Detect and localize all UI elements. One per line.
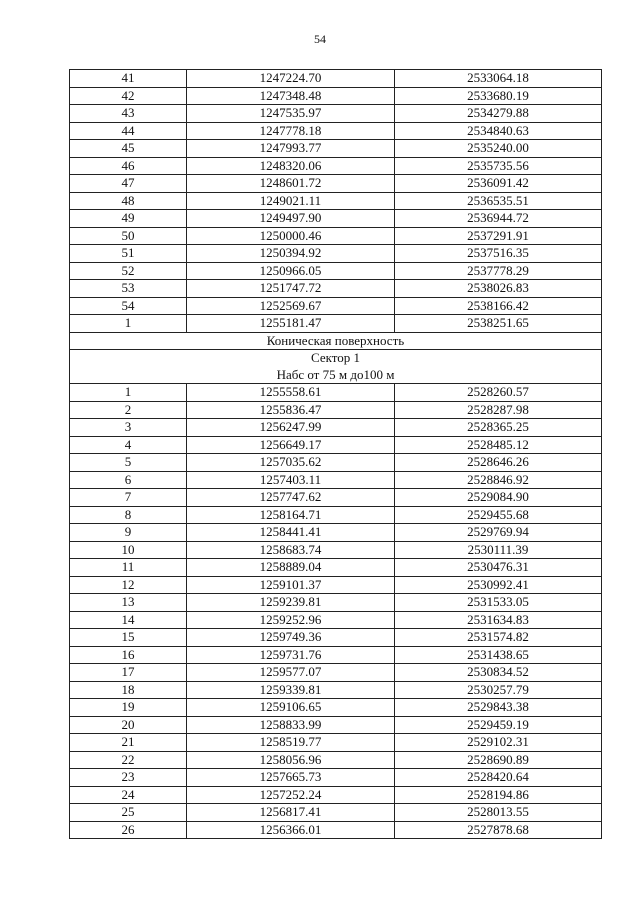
point-number-cell: 54 <box>70 297 187 315</box>
table-row <box>70 559 602 577</box>
x-coordinate-cell: 1256817.41 <box>187 804 395 822</box>
point-number-cell: 48 <box>70 192 187 210</box>
y-coordinate-cell: 2536091.42 <box>395 175 602 193</box>
y-coordinate-cell: 2530834.52 <box>395 664 602 682</box>
table-row <box>70 419 602 437</box>
x-coordinate-cell: 1247993.77 <box>187 140 395 158</box>
height-range-row <box>70 367 602 384</box>
y-coordinate-cell: 2535735.56 <box>395 157 602 175</box>
x-coordinate-cell: 1258164.71 <box>187 506 395 524</box>
y-coordinate-cell: 2531634.83 <box>395 611 602 629</box>
table-row <box>70 280 602 298</box>
section-title-row <box>70 332 602 350</box>
point-number-cell: 20 <box>70 716 187 734</box>
point-number-cell: 21 <box>70 734 187 752</box>
table-row <box>70 315 602 333</box>
x-coordinate-cell: 1247778.18 <box>187 122 395 140</box>
x-coordinate-cell: 1255836.47 <box>187 401 395 419</box>
table-row <box>70 629 602 647</box>
x-coordinate-cell: 1259577.07 <box>187 664 395 682</box>
x-coordinate-cell: 1248320.06 <box>187 157 395 175</box>
point-number-cell: 1 <box>70 384 187 402</box>
x-coordinate-cell: 1258889.04 <box>187 559 395 577</box>
table-row <box>70 734 602 752</box>
table-row <box>70 297 602 315</box>
point-number-cell: 1 <box>70 315 187 333</box>
point-number-cell: 50 <box>70 227 187 245</box>
y-coordinate-cell: 2537516.35 <box>395 245 602 263</box>
point-number-cell: 52 <box>70 262 187 280</box>
table-row <box>70 454 602 472</box>
y-coordinate-cell: 2537291.91 <box>395 227 602 245</box>
point-number-cell: 19 <box>70 699 187 717</box>
table-row <box>70 611 602 629</box>
y-coordinate-cell: 2538026.83 <box>395 280 602 298</box>
x-coordinate-cell: 1259252.96 <box>187 611 395 629</box>
table-section-bottom <box>70 384 602 839</box>
x-coordinate-cell: 1257665.73 <box>187 769 395 787</box>
point-number-cell: 12 <box>70 576 187 594</box>
point-number-cell: 17 <box>70 664 187 682</box>
x-coordinate-cell: 1247224.70 <box>187 70 395 88</box>
x-coordinate-cell: 1255181.47 <box>187 315 395 333</box>
y-coordinate-cell: 2536944.72 <box>395 210 602 228</box>
table-row <box>70 262 602 280</box>
point-number-cell: 43 <box>70 105 187 123</box>
table-section-top <box>70 70 602 333</box>
table-row <box>70 384 602 402</box>
table-row <box>70 786 602 804</box>
sector-title-row <box>70 350 602 367</box>
point-number-cell: 8 <box>70 506 187 524</box>
table-row <box>70 192 602 210</box>
point-number-cell: 45 <box>70 140 187 158</box>
y-coordinate-cell: 2528646.26 <box>395 454 602 472</box>
y-coordinate-cell: 2533064.18 <box>395 70 602 88</box>
x-coordinate-cell: 1248601.72 <box>187 175 395 193</box>
table-row <box>70 70 602 88</box>
x-coordinate-cell: 1256649.17 <box>187 436 395 454</box>
table-row <box>70 506 602 524</box>
point-number-cell: 9 <box>70 524 187 542</box>
table-row <box>70 471 602 489</box>
table-row <box>70 122 602 140</box>
x-coordinate-cell: 1257035.62 <box>187 454 395 472</box>
table-row <box>70 699 602 717</box>
y-coordinate-cell: 2529459.19 <box>395 716 602 734</box>
point-number-cell: 49 <box>70 210 187 228</box>
sector-title: Сектор 1 <box>70 350 602 367</box>
y-coordinate-cell: 2530476.31 <box>395 559 602 577</box>
y-coordinate-cell: 2537778.29 <box>395 262 602 280</box>
point-number-cell: 41 <box>70 70 187 88</box>
point-number-cell: 47 <box>70 175 187 193</box>
point-number-cell: 10 <box>70 541 187 559</box>
coordinates-table <box>69 69 602 839</box>
x-coordinate-cell: 1259101.37 <box>187 576 395 594</box>
x-coordinate-cell: 1247535.97 <box>187 105 395 123</box>
height-range: Набс от 75 м до100 м <box>70 367 602 384</box>
y-coordinate-cell: 2534279.88 <box>395 105 602 123</box>
y-coordinate-cell: 2538166.42 <box>395 297 602 315</box>
page-number: 54 <box>314 32 326 46</box>
table-row <box>70 576 602 594</box>
table-row <box>70 105 602 123</box>
x-coordinate-cell: 1256366.01 <box>187 821 395 839</box>
table-row <box>70 87 602 105</box>
table-row <box>70 210 602 228</box>
point-number-cell: 6 <box>70 471 187 489</box>
table-row <box>70 140 602 158</box>
x-coordinate-cell: 1257747.62 <box>187 489 395 507</box>
x-coordinate-cell: 1259239.81 <box>187 594 395 612</box>
y-coordinate-cell: 2531533.05 <box>395 594 602 612</box>
table-row <box>70 489 602 507</box>
table-row <box>70 175 602 193</box>
table-row <box>70 769 602 787</box>
point-number-cell: 2 <box>70 401 187 419</box>
point-number-cell: 3 <box>70 419 187 437</box>
y-coordinate-cell: 2529843.38 <box>395 699 602 717</box>
y-coordinate-cell: 2529455.68 <box>395 506 602 524</box>
x-coordinate-cell: 1258441.41 <box>187 524 395 542</box>
table-row <box>70 646 602 664</box>
point-number-cell: 7 <box>70 489 187 507</box>
x-coordinate-cell: 1259106.65 <box>187 699 395 717</box>
y-coordinate-cell: 2528420.64 <box>395 769 602 787</box>
x-coordinate-cell: 1256247.99 <box>187 419 395 437</box>
table-row <box>70 804 602 822</box>
table-row <box>70 751 602 769</box>
x-coordinate-cell: 1252569.67 <box>187 297 395 315</box>
table-row <box>70 821 602 839</box>
y-coordinate-cell: 2527878.68 <box>395 821 602 839</box>
point-number-cell: 22 <box>70 751 187 769</box>
point-number-cell: 25 <box>70 804 187 822</box>
point-number-cell: 11 <box>70 559 187 577</box>
x-coordinate-cell: 1250000.46 <box>187 227 395 245</box>
point-number-cell: 23 <box>70 769 187 787</box>
table-row <box>70 401 602 419</box>
y-coordinate-cell: 2530257.79 <box>395 681 602 699</box>
x-coordinate-cell: 1257403.11 <box>187 471 395 489</box>
x-coordinate-cell: 1258683.74 <box>187 541 395 559</box>
point-number-cell: 46 <box>70 157 187 175</box>
table-row <box>70 245 602 263</box>
x-coordinate-cell: 1251747.72 <box>187 280 395 298</box>
table-section-header <box>70 332 602 384</box>
point-number-cell: 53 <box>70 280 187 298</box>
y-coordinate-cell: 2531438.65 <box>395 646 602 664</box>
y-coordinate-cell: 2530111.39 <box>395 541 602 559</box>
x-coordinate-cell: 1247348.48 <box>187 87 395 105</box>
table-row <box>70 681 602 699</box>
x-coordinate-cell: 1257252.24 <box>187 786 395 804</box>
y-coordinate-cell: 2528287.98 <box>395 401 602 419</box>
y-coordinate-cell: 2538251.65 <box>395 315 602 333</box>
table-row <box>70 716 602 734</box>
x-coordinate-cell: 1259731.76 <box>187 646 395 664</box>
x-coordinate-cell: 1258519.77 <box>187 734 395 752</box>
point-number-cell: 16 <box>70 646 187 664</box>
point-number-cell: 13 <box>70 594 187 612</box>
y-coordinate-cell: 2531574.82 <box>395 629 602 647</box>
table-row <box>70 157 602 175</box>
point-number-cell: 15 <box>70 629 187 647</box>
y-coordinate-cell: 2528690.89 <box>395 751 602 769</box>
point-number-cell: 51 <box>70 245 187 263</box>
y-coordinate-cell: 2536535.51 <box>395 192 602 210</box>
x-coordinate-cell: 1259339.81 <box>187 681 395 699</box>
y-coordinate-cell: 2534840.63 <box>395 122 602 140</box>
x-coordinate-cell: 1249021.11 <box>187 192 395 210</box>
x-coordinate-cell: 1255558.61 <box>187 384 395 402</box>
x-coordinate-cell: 1259749.36 <box>187 629 395 647</box>
y-coordinate-cell: 2528260.57 <box>395 384 602 402</box>
table-row <box>70 541 602 559</box>
point-number-cell: 18 <box>70 681 187 699</box>
table-row <box>70 594 602 612</box>
y-coordinate-cell: 2528013.55 <box>395 804 602 822</box>
y-coordinate-cell: 2529769.94 <box>395 524 602 542</box>
point-number-cell: 26 <box>70 821 187 839</box>
y-coordinate-cell: 2528485.12 <box>395 436 602 454</box>
x-coordinate-cell: 1249497.90 <box>187 210 395 228</box>
table-row <box>70 524 602 542</box>
y-coordinate-cell: 2529102.31 <box>395 734 602 752</box>
x-coordinate-cell: 1250394.92 <box>187 245 395 263</box>
point-number-cell: 14 <box>70 611 187 629</box>
point-number-cell: 4 <box>70 436 187 454</box>
point-number-cell: 44 <box>70 122 187 140</box>
y-coordinate-cell: 2528846.92 <box>395 471 602 489</box>
y-coordinate-cell: 2530992.41 <box>395 576 602 594</box>
point-number-cell: 24 <box>70 786 187 804</box>
y-coordinate-cell: 2535240.00 <box>395 140 602 158</box>
y-coordinate-cell: 2533680.19 <box>395 87 602 105</box>
y-coordinate-cell: 2529084.90 <box>395 489 602 507</box>
y-coordinate-cell: 2528365.25 <box>395 419 602 437</box>
y-coordinate-cell: 2528194.86 <box>395 786 602 804</box>
x-coordinate-cell: 1258056.96 <box>187 751 395 769</box>
table-row <box>70 664 602 682</box>
table-row <box>70 227 602 245</box>
x-coordinate-cell: 1250966.05 <box>187 262 395 280</box>
table-row <box>70 436 602 454</box>
section-title: Коническая поверхность <box>70 332 602 350</box>
point-number-cell: 5 <box>70 454 187 472</box>
x-coordinate-cell: 1258833.99 <box>187 716 395 734</box>
point-number-cell: 42 <box>70 87 187 105</box>
